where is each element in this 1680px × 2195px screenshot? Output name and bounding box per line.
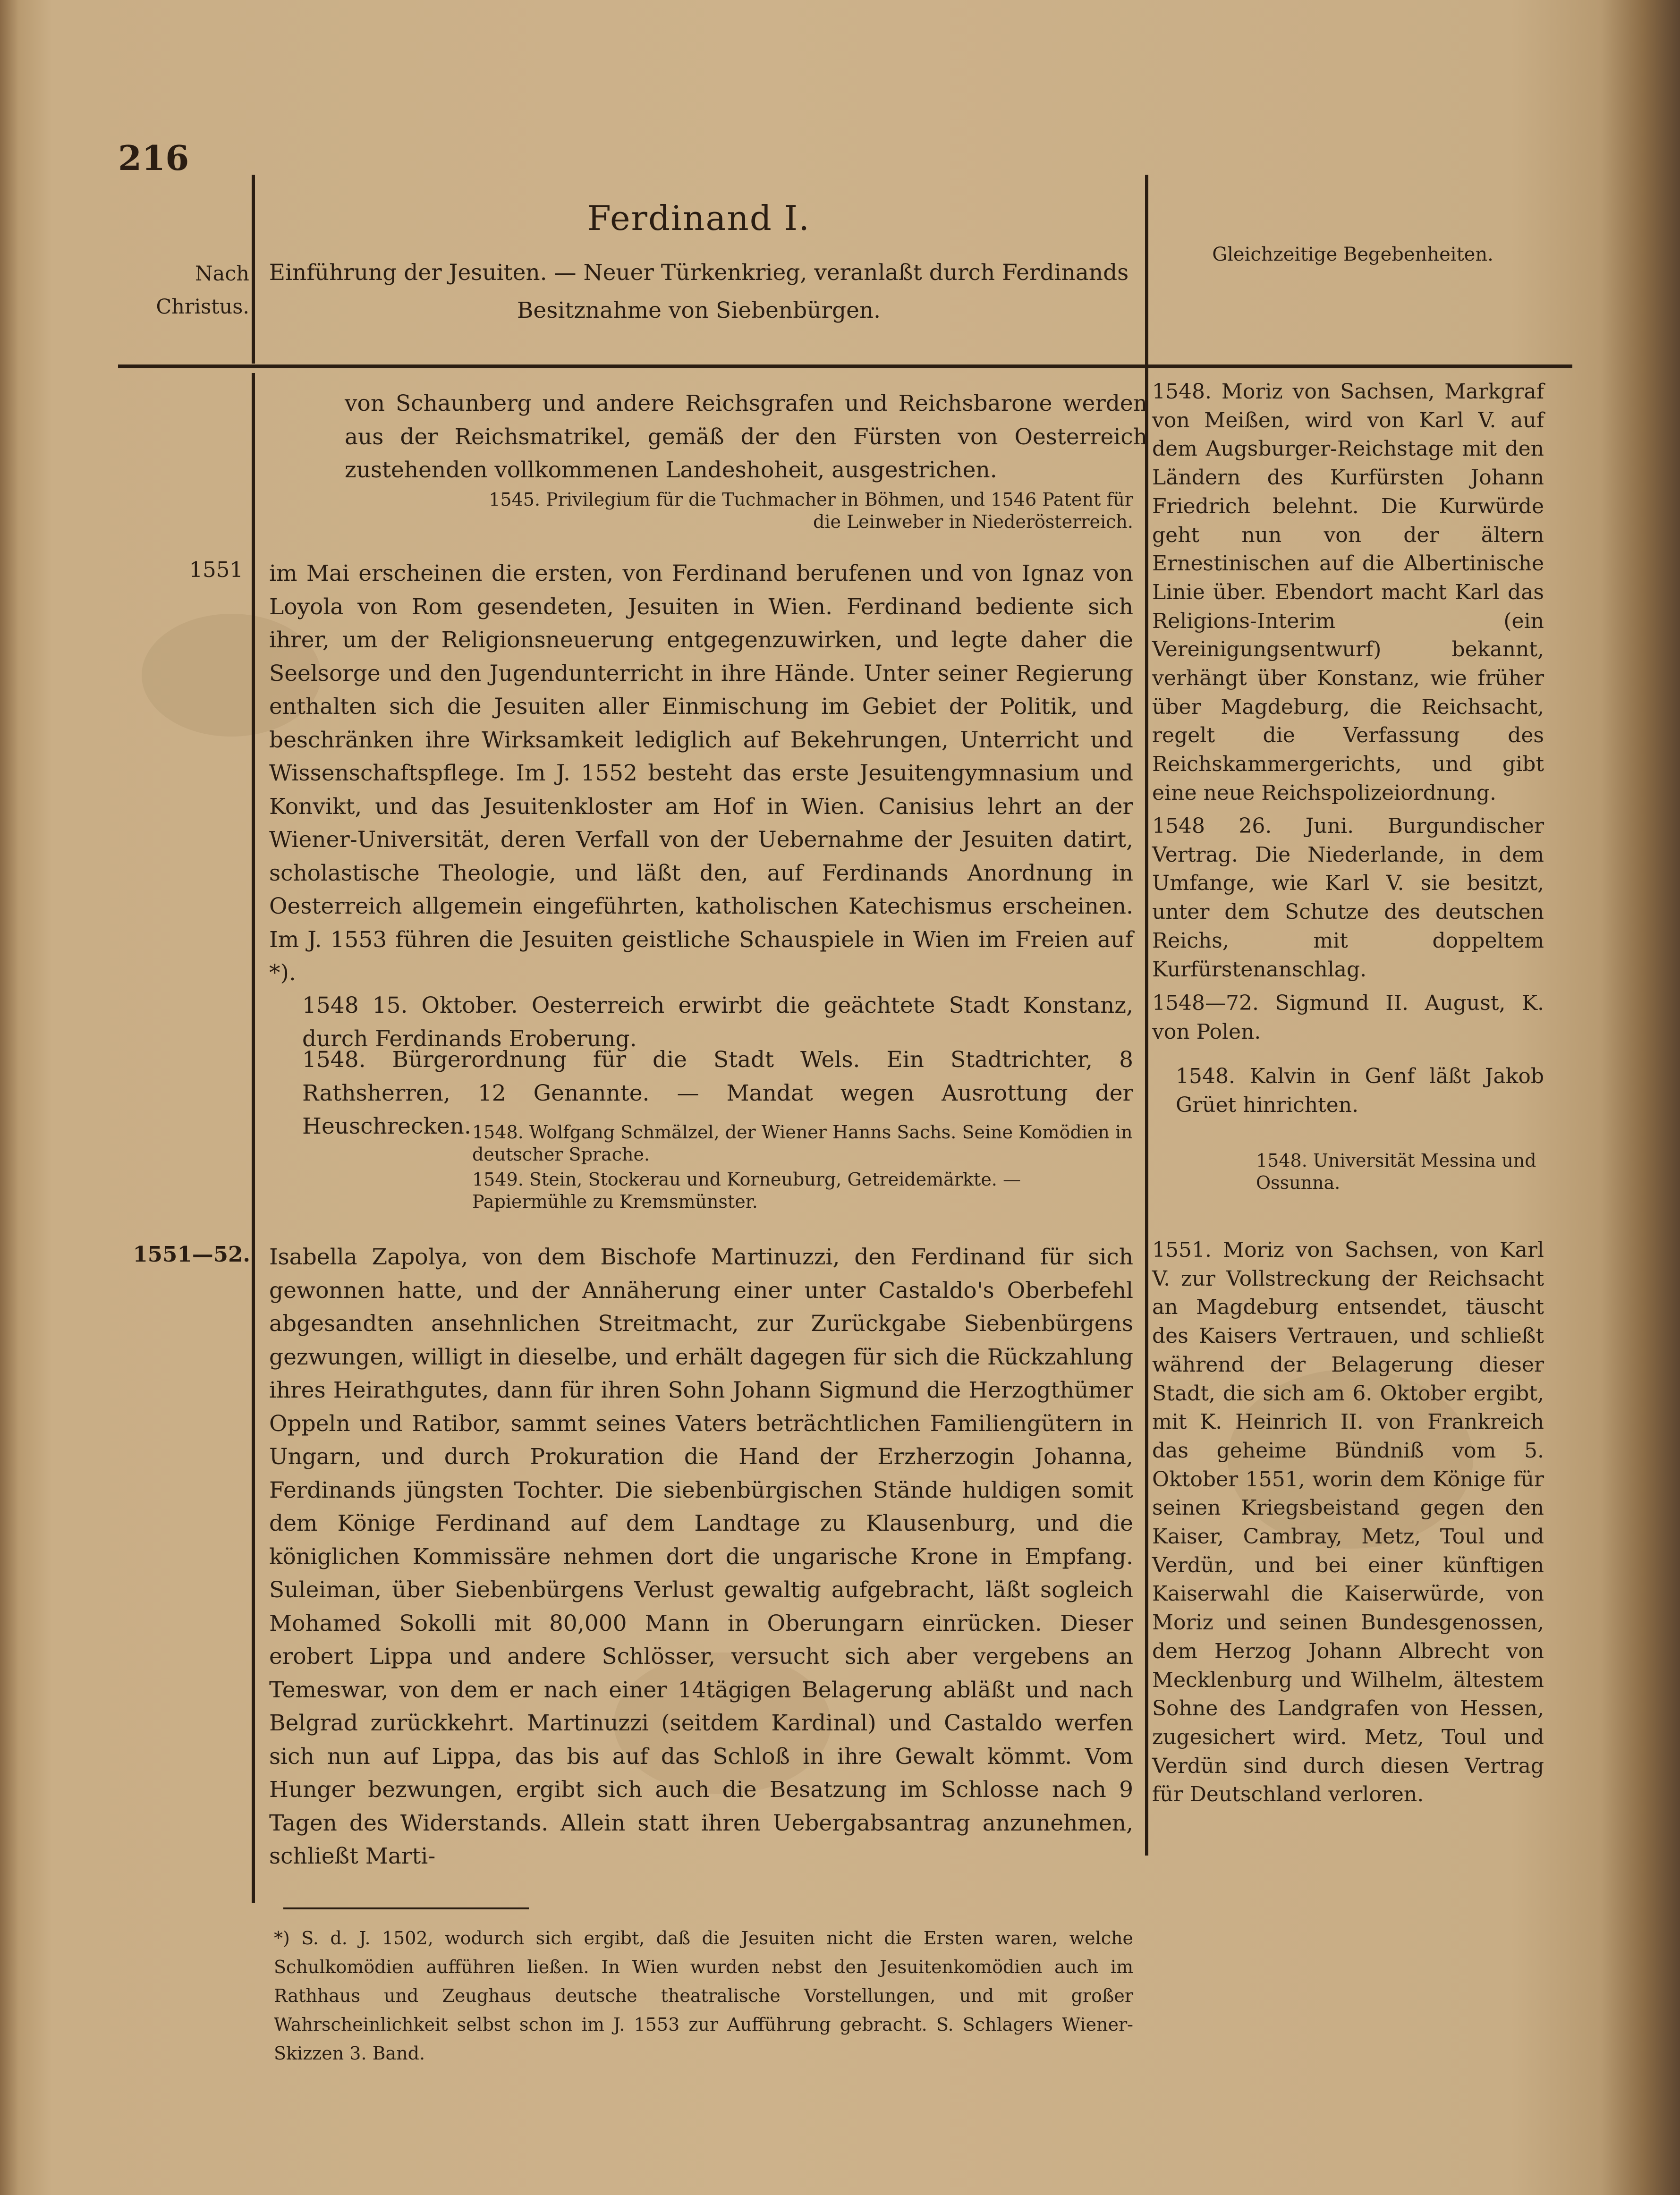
main-note-1548: 1548. Wolfgang Schmälzel, der Wiener Hanns Sachs. Seine Komödien in deutscher Sprache. — [472, 1122, 1133, 1165]
column-divider-left — [252, 373, 255, 1903]
footnote: *) S. d. J. 1502, wodurch sich ergibt, daß die Jesuiten nicht die Ersten waren, welche Schulkomödien aufführen ließen. In Wien wurden nebst den Jesuitenkomödien auch im Rathhaus und Zeughaus deutsche theatralische Vorstellungen, und mit großer Wahrscheinlichkeit selbst schon im J. 1553 zur Aufführung gebracht. S. Schlagers Wiener-Skizzen 3. Band. — [274, 1928, 1133, 2064]
column-heading-events: Gleichzeitige Begebenheiten. — [1212, 244, 1493, 265]
main-paragraph-1548-konstanz: 1548 15. Oktober. Oesterreich erwirbt die geächtete Stadt Konstanz, durch Ferdinands Eroberung. — [302, 992, 1133, 1052]
side-entry-1548-burgund: 1548 26. Juni. Burgundischer Vertrag. Die Niederlande, in dem Umfange, wie Karl V. sie besitzt, unter dem Schutze des deutschen Reichs, mit doppeltem Kurfürstenanschlag. — [1152, 814, 1544, 982]
year-label-1551-52: 1551—52. — [133, 1242, 250, 1267]
page-title: Ferdinand I. — [587, 198, 811, 238]
header-center — [264, 198, 1133, 330]
side-entry-1548-kalvin: 1548. Kalvin in Genf läßt Jakob Grüet hinrichten. — [1176, 1064, 1544, 1117]
main-note-1545: 1545. Privilegium für die Tuchmacher in Böhmen, und 1546 Patent für die Leinweber in Niederösterreich. — [489, 489, 1133, 532]
page-subtitle: Einführung der Jesuiten. — Neuer Türkenkrieg, veranlaßt durch Ferdinands Besitznahme von Siebenbürgen. — [269, 260, 1129, 323]
footnote-rule — [283, 1907, 529, 1909]
page-number: 216 — [118, 138, 189, 178]
main-paragraph-1548-wels: 1548. Bürgerordnung für die Stadt Wels. Ein Stadtrichter, 8 Rathsherren, 12 Genannte. — Mandat wegen Ausrottung der Heuschrecken. — [302, 1047, 1133, 1139]
main-paragraph-1551-52: Isabella Zapolya, von dem Bischofe Martinuzzi, den Ferdinand für sich gewonnen hatte, und der Annäherung einer unter Castaldo's Oberbefehl abgesandten ansehnlichen Streitmacht, zur Zurückgabe Siebenbürgens gezwungen, willigt in dieselbe, und erhält dagegen für sich die Rückzahlung ihres Heirathgutes, dann für ihren Sohn Johann Sigmund die Herzogthümer Oppeln und Ratibor, sammt seines Vaters beträchtlichen Familiengütern in Ungarn, und durch Prokuration die Hand der Erzherzogin Johanna, Ferdinands jüngsten Tochter. Die siebenbürgischen Stände huldigen somit dem Könige Ferdinand auf dem Landtage zu Klausenburg, und die königlichen Kommissäre nehmen dort die ungarische Krone in Empfang. Suleiman, über Siebenbürgens Verlust gewaltig aufgebracht, läßt sogleich Mohamed Sokolli mit 80,000 Mann in Oberungarn einrücken. Dieser erobert Lippa und andere Schlösser, versucht sich aber vergebens an Temeswar, von dem er nach einer 14tägigen Belagerung abläßt und nach Belgrad zurückkehrt. Martinuzzi (seitdem Kardinal) und Castaldo werfen sich nun auf Lippa, das bis auf das Schloß in ihre Gewalt kömmt. Vom Hunger bezwungen, ergibt sich auch die Besatzung im Schlosse nach 9 Tagen des Widerstands. Allein statt ihren Uebergabsantrag anzunehmen, schließt Marti- — [269, 1244, 1133, 1869]
main-note-1549: 1549. Stein, Stockerau und Korneuburg, Getreidemärkte. — Papiermühle zu Kremsmünster. — [472, 1169, 1021, 1212]
side-entry-1548-messina: 1548. Universität Messina und Ossunna. — [1256, 1150, 1536, 1193]
side-entry-1548-sigmund: 1548—72. Sigmund II. August, K. von Polen. — [1152, 991, 1544, 1044]
main-paragraph-top: von Schaunberg und andere Reichsgrafen und Reichsbarone werden aus der Reichsmatrikel, gemäß der den Fürsten von Oesterreich zustehenden vollkommenen Landeshoheit, ausgestrichen. — [345, 390, 1147, 483]
main-paragraph-1551: im Mai erscheinen die ersten, von Ferdinand berufenen und von Ignaz von Loyola von Rom gesendeten, Jesuiten in Wien. Ferdinand bediente sich ihrer, um der Religionsneuerung entgegenzuwirken, und legte daher die Seelsorge und den Jugendunterricht in ihre Hände. Unter seiner Regierung enthalten sich die Jesuiten aller Einmischung im Gebiet der Politik, und beschränken ihre Wirksamkeit lediglich auf Bekehrungen, Unterricht und Wissenschaftspflege. Im J. 1552 besteht das erste Jesuitengymnasium und Konvikt, und das Jesuitenkloster am Hof in Wien. Canisius lehrt an der Wiener-Universität, deren Verfall von der Uebernahme der Jesuiten datirt, scholastische Theologie, und läßt den, auf Ferdinands Anordnung in Oesterreich allgemein eingeführten, katholischen Katechismus erscheinen. Im J. 1553 führen die Jesuiten geistliche Schauspiele in Wien im Freien auf *). — [269, 560, 1133, 986]
header-left-divider — [252, 175, 255, 364]
header-rule — [118, 364, 1572, 368]
side-entry-1551-moriz: 1551. Moriz von Sachsen, von Karl V. zur Vollstreckung der Reichsacht an Magdeburg entsendet, täuscht des Kaisers Vertrauen, und schließt während der Belagerung dieser Stadt, die sich am 6. Oktober ergibt, mit K. Heinrich II. von Frankreich das geheime Bündniß vom 5. Oktober 1551, worin dem Könige für seinen Kriegsbeistand gegen den Kaiser, Cambray, Metz, Toul und Verdün, und bei einer künftigen Kaiserwahl die Kaiserwürde, von Moriz und seinen Bundesgenossen, dem Herzog Johann Albrecht von Mecklenburg und Wilhelm, ältestem Sohne des Landgrafen von Hessen, zugesichert wird. Metz, Toul und Verdün sind durch diesen Vertrag für Deutschland verloren. — [1152, 1238, 1544, 1807]
side-entry-1548-moriz: 1548. Moriz von Sachsen, Markgraf von Meißen, wird von Karl V. auf dem Augsburger-Reichstage mit den Ländern des Kurfürsten Johann Friedrich belehnt. Die Kurwürde geht nun von der ältern Ernestinischen auf die Albertinische Linie über. Ebendort macht Karl das Religions-Interim (ein Vereinigungsentwurf) bekannt, verhängt über Konstanz, wie früher über Magdeburg, die Reichsacht, regelt die Verfassung des Reichskammergerichts, und gibt eine neue Reichspolizeiordnung. — [1152, 380, 1544, 805]
year-label-1551: 1551 — [189, 557, 243, 582]
column-heading-year: Nach Christus. — [156, 262, 249, 319]
